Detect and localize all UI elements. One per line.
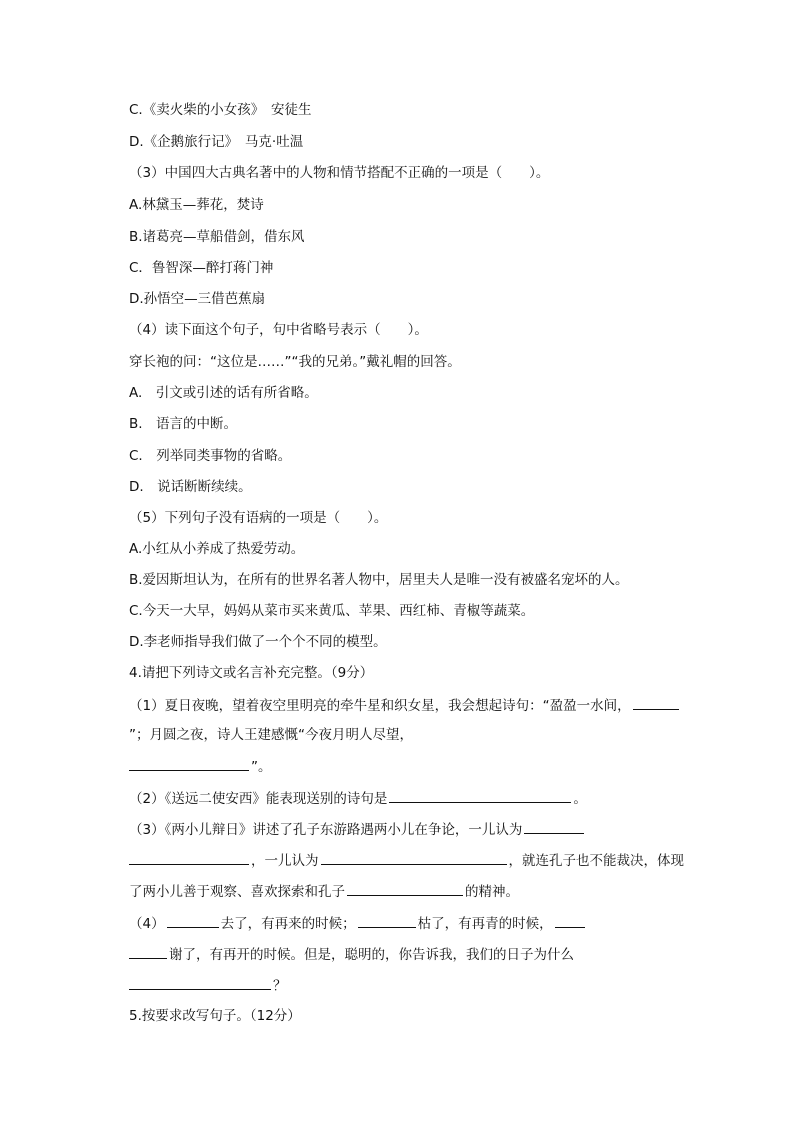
question-4-sentence: 穿长袍的问：“这位是……”“我的兄弟。”戴礼帽的回答。: [129, 354, 461, 370]
section-4-item-3-line-1: [129, 820, 586, 839]
section-4-item-3-text-c: ，就连孔子也不能裁决，体现: [508, 853, 684, 869]
question-3-option-d: D.孙悟空—三借芭蕉扇: [129, 291, 266, 307]
answer-blank[interactable]: [389, 789, 571, 803]
answer-blank[interactable]: [321, 851, 507, 865]
section-4-item-3-text-d: 了两小儿善于观察、喜欢探索和孔子: [129, 884, 345, 900]
section-4-item-2-text-a: （2）《送远二使安西》能表现送别的诗句是: [129, 791, 388, 807]
section-4-item-2: [129, 789, 587, 808]
question-3-option-a: A.林黛玉—葬花，焚诗: [129, 197, 264, 213]
section-4-item-2-text-b: 。: [573, 791, 587, 807]
answer-blank[interactable]: [167, 914, 219, 928]
section-4-item-4-text-e: ？: [273, 978, 287, 994]
section-4-item-1-text-a: （1）夏日夜晚，望着夜空里明亮的牵牛星和织女星，我会想起诗句：“盈盈一水间，: [129, 698, 631, 714]
answer-blank[interactable]: [129, 757, 249, 771]
question-5-option-d: D.李老师指导我们做了一个个不同的模型。: [129, 634, 387, 650]
question-4: （4）读下面这个句子，句中省略号表示（ ）。: [129, 322, 428, 338]
question-5-option-a: A.小红从小养成了热爱劳动。: [129, 541, 305, 557]
section-4-item-4-text-b: 去了，有再来的时候；: [220, 916, 356, 932]
section-5-title: 5.按要求改写句子。（12分）: [129, 1008, 301, 1024]
answer-blank[interactable]: [358, 914, 416, 928]
answer-blank[interactable]: [555, 914, 585, 928]
question-4-option-c: C. 列举同类事物的省略。: [129, 448, 292, 464]
section-4-item-4-line-3: [129, 976, 287, 995]
question-5-option-b: B.爱因斯坦认为，在所有的世界名著人物中，居里夫人是唯一没有被盛名宠坏的人。: [129, 572, 629, 588]
question-3-option-b: B.诸葛亮—草船借剑，借东风: [129, 229, 305, 245]
question-5-option-c: C.今天一大早，妈妈从菜市买来黄瓜、苹果、西红柿、青椒等蔬菜。: [129, 603, 535, 619]
section-4-item-1-line-2: ”；月圆之夜，诗人王建感慨“今夜月明人尽望，: [129, 727, 413, 743]
option-d-penguin: D.《企鹅旅行记》 马克·吐温: [129, 134, 304, 150]
section-4-item-4-line-1: [129, 914, 587, 933]
section-4-item-4-line-2: [129, 945, 574, 964]
answer-blank[interactable]: [524, 820, 584, 834]
section-4-item-3-text-e: 的精神。: [465, 884, 519, 900]
question-3: （3）中国四大古典名著中的人物和情节搭配不正确的一项是（ ）。: [129, 165, 550, 181]
question-4-option-a: A. 引文或引述的话有所省略。: [129, 385, 318, 401]
question-3-option-c: C．鲁智深—醉打蒋门神: [129, 260, 274, 276]
section-4-item-1-line-3: [129, 757, 272, 776]
question-4-option-d: D. 说话断断续续。: [129, 479, 252, 495]
answer-blank[interactable]: [129, 945, 167, 959]
option-c-match-girl: C.《卖火柴的小女孩》 安徒生: [129, 102, 312, 118]
answer-blank[interactable]: [129, 976, 271, 990]
section-4-title: 4.请把下列诗文或名言补充完整。（9分）: [129, 665, 374, 681]
section-4-item-4-text-c: 枯了，有再青的时候，: [417, 916, 553, 932]
section-4-item-3-line-3: [129, 882, 519, 901]
answer-blank[interactable]: [129, 851, 249, 865]
section-4-item-1-text-c: ”。: [251, 759, 272, 775]
section-4-item-1-line-1: [129, 696, 681, 715]
answer-blank[interactable]: [633, 696, 679, 710]
section-4-item-3-text-b: ，一儿认为: [251, 853, 319, 869]
section-4-item-3-line-2: [129, 851, 684, 870]
section-4-item-4-text-d: 谢了，有再开的时候。但是，聪明的，你告诉我，我们的日子为什么: [169, 947, 574, 963]
question-5: （5）下列句子没有语病的一项是（ ）。: [129, 510, 388, 526]
answer-blank[interactable]: [347, 882, 463, 896]
section-4-item-3-text-a: （3）《两小儿辩日》讲述了孔子东游路遇两小儿在争论，一儿认为: [129, 822, 523, 838]
question-4-option-b: B. 语言的中断。: [129, 416, 238, 432]
section-4-item-4-text-a: （4）: [129, 916, 165, 932]
